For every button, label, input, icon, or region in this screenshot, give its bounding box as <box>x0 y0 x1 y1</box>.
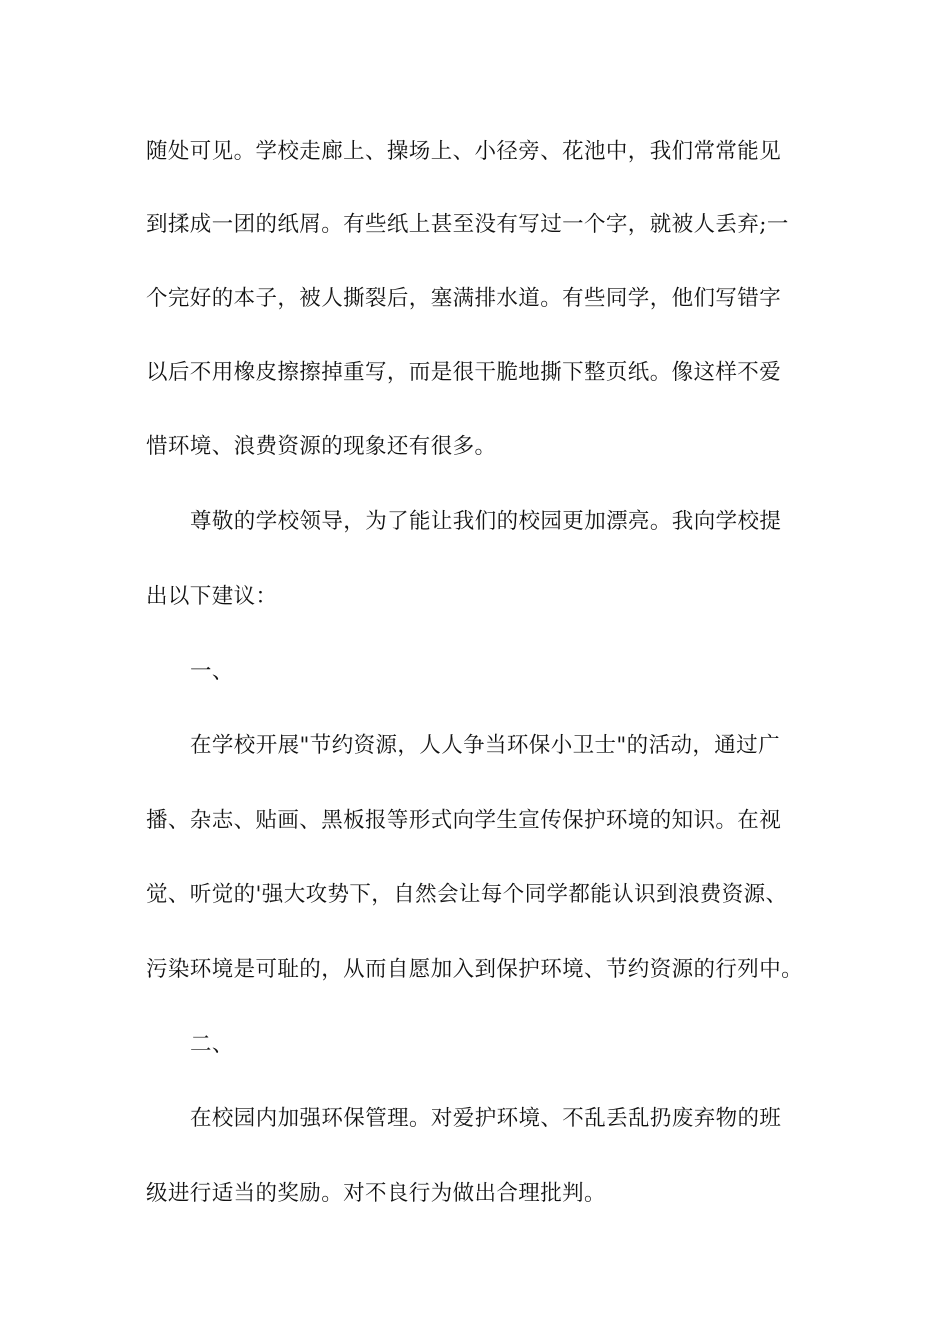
text-line: 播、杂志、贴画、黑板报等形式向学生宣传保护环境的知识。在视 <box>146 808 782 833</box>
paragraph-first-line: 在学校开展"节约资源，人人争当环保小卫士"的活动，通过广 <box>190 733 780 758</box>
section-heading-2: 二、 <box>190 1032 234 1057</box>
text-line: 个完好的本子，被人撕裂后，塞满排水道。有些同学，他们写错字 <box>146 286 782 311</box>
text-line: 随处可见。学校走廊上、操场上、小径旁、花池中，我们常常能见 <box>146 139 782 164</box>
paragraph-first-line: 尊敬的学校领导，为了能让我们的校园更加漂亮。我向学校提 <box>190 509 782 534</box>
text-line: 觉、听觉的'强大攻势下，自然会让每个同学都能认识到浪费资源、 <box>146 882 788 907</box>
section-heading-1: 一、 <box>190 659 234 684</box>
text-line: 级进行适当的奖励。对不良行为做出合理批判。 <box>146 1181 606 1206</box>
paragraph-first-line: 在校园内加强环保管理。对爱护环境、不乱丢乱扔废弃物的班 <box>190 1106 782 1131</box>
text-line: 以后不用橡皮擦擦掉重写，而是很干脆地撕下整页纸。像这样不爱 <box>146 360 782 385</box>
text-line: 出以下建议： <box>146 584 278 609</box>
text-line: 到揉成一团的纸屑。有些纸上甚至没有写过一个字，就被人丢弃;一 <box>146 212 789 237</box>
text-line: 污染环境是可耻的，从而自愿加入到保护环境、节约资源的行列中。 <box>146 957 804 982</box>
text-line: 惜环境、浪费资源的现象还有很多。 <box>146 434 497 459</box>
